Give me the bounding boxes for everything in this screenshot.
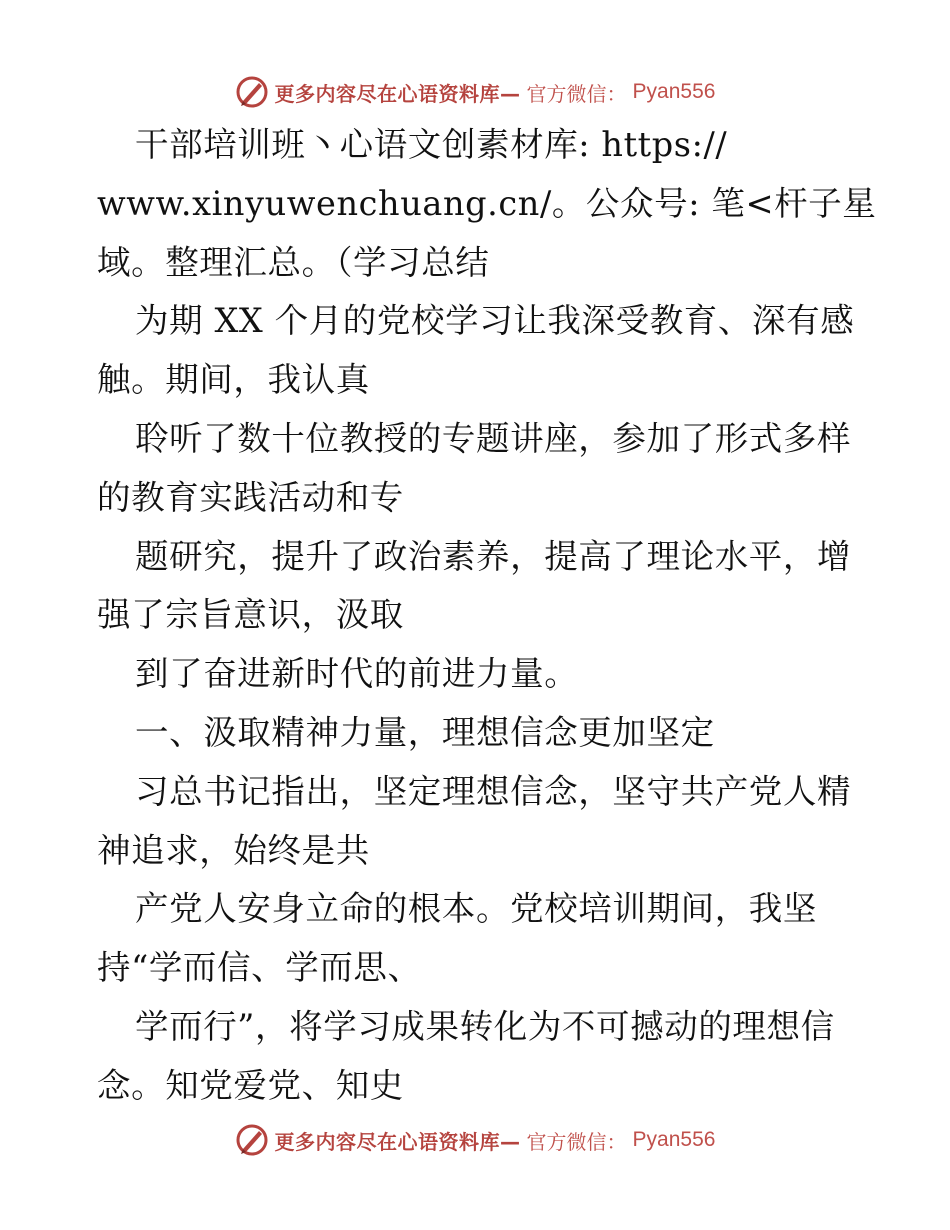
text-line: 习总书记指出，坚定理想信念，坚守共产党人精 bbox=[135, 771, 852, 811]
watermark-wechat-label: 官方微信： bbox=[526, 81, 627, 106]
text-line: 到了奋进新时代的前进力量。 bbox=[135, 654, 579, 694]
watermark-text: 更多内容尽在心语资料库— bbox=[274, 81, 521, 106]
watermark-wechat-id: Pyan556 bbox=[632, 80, 716, 103]
text-line: 念。知党爱党、知史 bbox=[97, 1065, 404, 1105]
watermark-text: 更多内容尽在心语资料库— bbox=[274, 1129, 521, 1154]
footer-watermark bbox=[0, 1118, 950, 1162]
document-body bbox=[97, 116, 877, 1116]
text-line: 域。整理汇总。（学习总结 bbox=[97, 242, 490, 282]
text-line: www.xinyuwenchuang.cn/。公众号: 笔<杆子星 bbox=[97, 183, 877, 223]
pen-logo-icon bbox=[235, 1123, 269, 1157]
text-line: 的教育实践活动和专 bbox=[97, 477, 404, 517]
watermark-wechat-label: 官方微信： bbox=[526, 1129, 627, 1154]
pen-logo-icon bbox=[235, 75, 269, 109]
text-line: 触。期间，我认真 bbox=[97, 360, 370, 400]
text-line: 神追求，始终是共 bbox=[97, 830, 370, 870]
text-line: 干部培训班丶心语文创素材库: https:// bbox=[135, 125, 728, 164]
section-heading: 一、汲取精神力量，理想信念更加坚定 bbox=[135, 712, 715, 752]
text-line: 强了宗旨意识，汲取 bbox=[97, 595, 404, 635]
text-line: 持“学而信、学而思、 bbox=[97, 948, 422, 988]
watermark-wechat-id: Pyan556 bbox=[632, 1128, 716, 1151]
text-line: 产党人安身立命的根本。党校培训期间，我坚 bbox=[135, 889, 817, 929]
text-line: 学而行”，将学习成果转化为不可撼动的理想信 bbox=[135, 1006, 835, 1046]
header-watermark bbox=[0, 70, 950, 114]
text-line: 聆听了数十位教授的专题讲座，参加了形式多样 bbox=[135, 418, 852, 458]
text-line: 为期 XX 个月的党校学习让我深受教育、深有感 bbox=[135, 301, 855, 341]
text-line: 题研究，提升了政治素养，提高了理论水平，增 bbox=[135, 536, 852, 576]
